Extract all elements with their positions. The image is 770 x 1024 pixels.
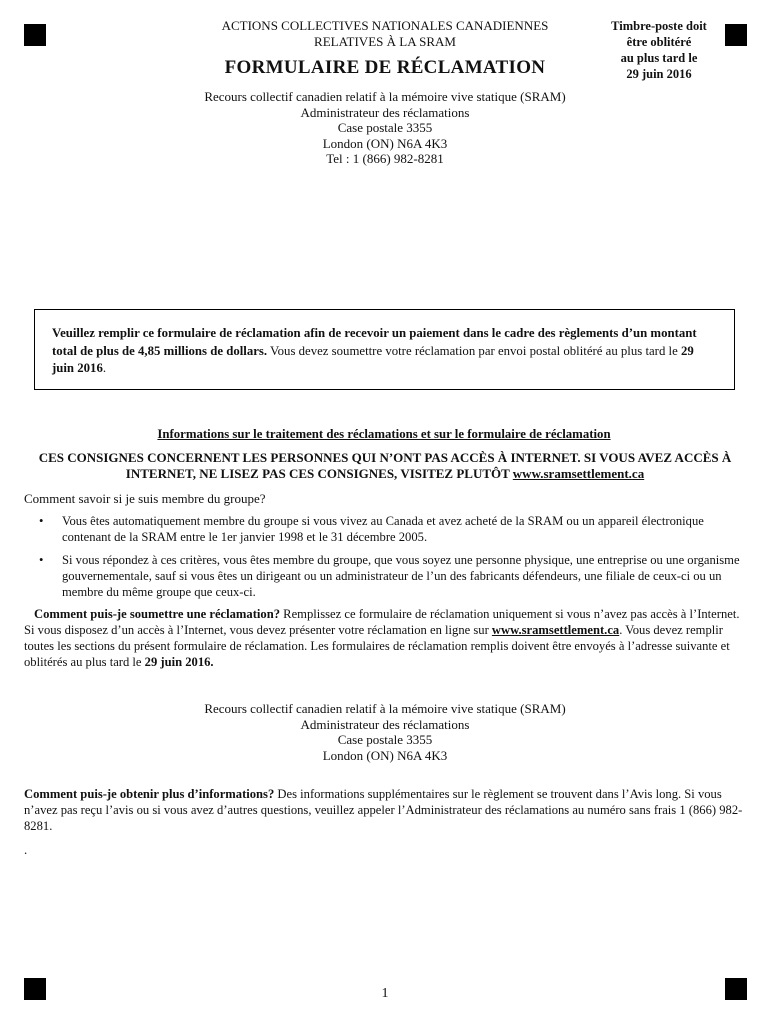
header-title xyxy=(180,18,590,50)
notice-deadline: 29 juin 2016 xyxy=(52,343,694,375)
internet-notice xyxy=(24,450,746,482)
stamp-line4: 29 juin 2016 xyxy=(626,67,692,81)
info-heading: Informations sur le traitement des réclamations et sur le formulaire de réclamation xyxy=(157,427,611,441)
page-number: 1 xyxy=(381,986,389,1001)
stamp-line3: au plus tard le xyxy=(620,51,698,65)
more-info-question: Comment puis-je obtenir plus d’informations? xyxy=(24,787,275,801)
header-title-line1: ACTIONS COLLECTIVES NATIONALES CANADIENNES xyxy=(221,18,549,33)
address-top-line4: London (ON) N6A 4K3 xyxy=(322,135,448,151)
notice-text: Vous devez soumettre votre réclamation par envoi postal oblitéré au plus tard le xyxy=(267,343,681,358)
question-membership: Comment savoir si je suis membre du groupe? xyxy=(24,491,266,506)
submit-question: Comment puis-je soumettre une réclamation? xyxy=(34,607,281,621)
membership-criteria-list xyxy=(24,513,748,607)
address-bottom-line1: Recours collectif canadien relatif à la mémoire vive statique (SRAM) xyxy=(204,701,566,716)
submit-link[interactable]: www.sramsettlement.ca xyxy=(491,623,620,637)
submit-text-2: . Vous devez remplir toutes les sections du présent formulaire de réclamation. Les formulaires de réclamation remplis doivent être envoyés à l’adresse suivante et oblitérés au plus tard le xyxy=(24,623,730,669)
submit-text-1: Remplissez ce formulaire de réclamation uniquement si vous n’avez pas accès à l’Internet. Si vous disposez d’un accès à l’Internet, vous devez présenter votre réclamation en ligne sur xyxy=(24,607,740,637)
address-top-line3: Case postale 3355 xyxy=(337,120,433,135)
list-item: • Vous êtes automatiquement membre du groupe si vous vivez au Canada et avez acheté de la SRAM ou un appareil électronique contenant de la SRAM entre le 1er janvier 1998 et le 31 décembre 2005. xyxy=(24,513,748,545)
header-title-line2: RELATIVES À LA SRAM xyxy=(314,34,456,49)
registration-mark-top-left xyxy=(24,24,46,46)
address-top-line1: Recours collectif canadien relatif à la mémoire vive statique (SRAM) xyxy=(204,89,566,104)
submit-claim-paragraph xyxy=(24,606,748,670)
settlement-link[interactable]: www.sramsettlement.ca xyxy=(512,466,645,481)
more-info-paragraph xyxy=(24,786,748,834)
address-bottom-line2: Administrateur des réclamations xyxy=(300,716,470,732)
list-item: • Si vous répondez à ces critères, vous êtes membre du groupe, que vous soyez une personne physique, une entreprise ou une organisme gouvernementale, sauf si vous êtes un dirigeant ou un administrateur de l’un des fabricants défendeurs, une filiale de ceux-ci ou un membre du même groupe que ceux-ci. xyxy=(24,552,748,600)
address-top-phone: Tel : 1 (866) 982-8281 xyxy=(326,151,444,166)
address-top xyxy=(120,89,650,167)
notice-end: . xyxy=(102,361,107,375)
stamp-line2: être oblitéré xyxy=(626,35,692,49)
trailing-dot: . xyxy=(24,842,28,857)
registration-mark-top-right xyxy=(725,24,747,46)
submit-deadline: 29 juin 2016. xyxy=(144,655,214,669)
stamp-line1: Timbre-poste doit xyxy=(611,19,707,33)
address-top-line2: Administrateur des réclamations xyxy=(300,104,470,120)
address-bottom-line3: Case postale 3355 xyxy=(337,732,433,747)
notice-bold-text: Veuillez remplir ce formulaire de réclamation afin de recevoir un paiement dans le cadre des règlements d’un montant total de plus de 4,85 millions de dollars. xyxy=(52,326,697,358)
more-info-text: Des informations supplémentaires sur le règlement se trouvent dans l’Avis long. Si vous n’avez pas reçu l’avis ou si vous avez d’autres questions, veuillez appeler l’Administrateur des réclamations au numéro sans frais 1 (866) 982-8281. xyxy=(24,787,743,833)
postmark-deadline xyxy=(600,18,718,82)
notice-box xyxy=(34,309,735,390)
form-title: FORMULAIRE DE RÉCLAMATION xyxy=(224,57,546,78)
internet-notice-text: CES CONSIGNES CONCERNENT LES PERSONNES QUI N’ONT PAS ACCÈS À INTERNET. SI VOUS AVEZ ACCÈS À INTERNET, NE LISEZ PAS CES CONSIGNES, VISITEZ PLUTÔT xyxy=(38,450,732,481)
address-bottom xyxy=(120,701,650,763)
address-bottom-line4: London (ON) N6A 4K3 xyxy=(322,747,448,763)
